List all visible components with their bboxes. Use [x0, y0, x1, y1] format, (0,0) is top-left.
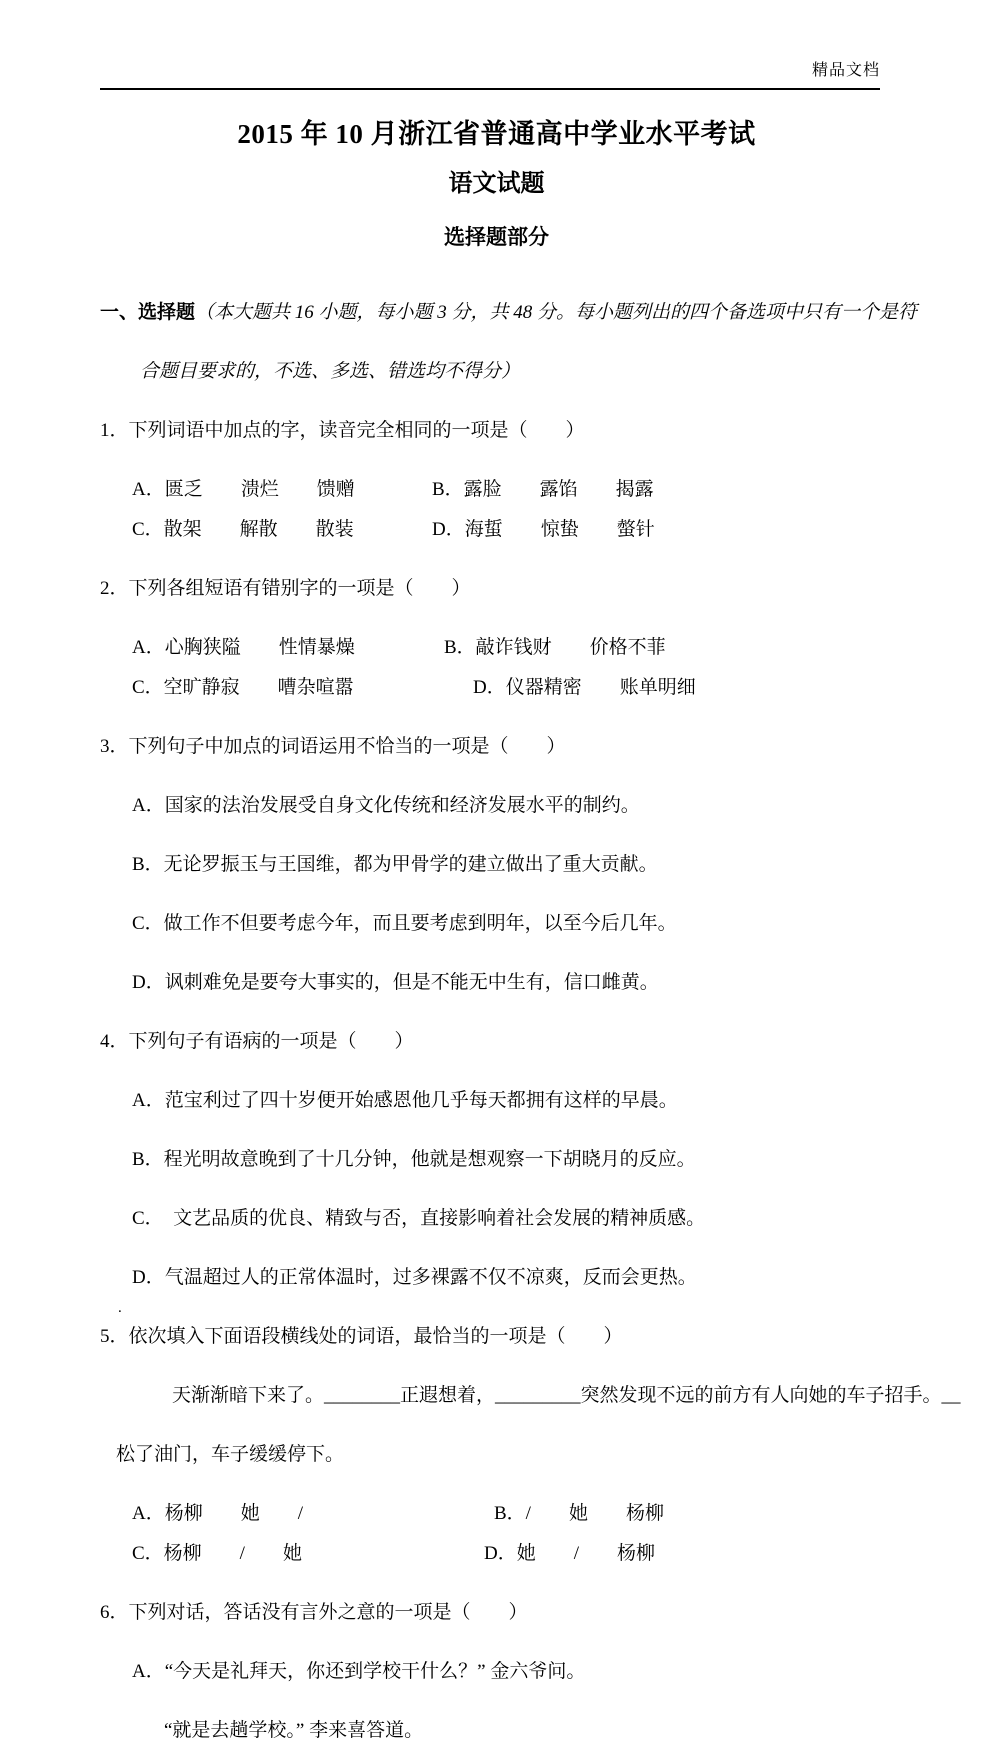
question-5 [100, 1317, 961, 1574]
question-5-passage-line-2: 松了油门，车子缓缓停下。 [116, 1444, 345, 1465]
instructions-text-1: （本大题共 16 小题，每小题 3 分，共 48 分。每小题列出的四个备选项中只有一个是符 [195, 302, 918, 323]
question-4-option-c: C． 文艺品质的优良、精致与否，直接影响着社会发展的精神质感。 [132, 1208, 706, 1229]
question-3-option-b: B．无论罗振玉与王国维，都为甲骨学的建立做出了重大贡献。 [132, 854, 658, 875]
question-1-option-d: D．海蜇 惊蛰 螫针 [432, 519, 655, 540]
question-1 [100, 411, 893, 550]
question-2 [100, 569, 893, 708]
question-5-option-a: A．杨柳 她 / [132, 1503, 304, 1524]
question-5-option-d: D．她 / 杨柳 [484, 1543, 656, 1564]
question-2-option-a: A．心胸狭隘 性情暴燥 [132, 637, 355, 658]
question-1-options-row-1 [100, 470, 893, 510]
question-5-options-row-1 [100, 1494, 893, 1534]
header-divider [100, 88, 880, 90]
exam-subject: 语文试题 [448, 171, 545, 197]
question-1-option-c: C．散架 解散 散装 [132, 519, 354, 540]
question-2-option-c: C．空旷静寂 嘈杂喧嚣 [132, 677, 354, 698]
question-3 [100, 727, 893, 1003]
question-4-option-a: A．范宝利过了四十岁便开始感恩他几乎每天都拥有这样的早晨。 [132, 1090, 678, 1111]
question-5-stem: 5．依次填入下面语段横线处的词语，最恰当的一项是（ ） [100, 1326, 623, 1347]
section-instructions [100, 293, 918, 392]
question-1-options-row-2 [100, 510, 893, 550]
question-3-option-a: A．国家的法治发展受自身文化传统和经济发展水平的制约。 [132, 795, 640, 816]
question-6-stem: 6．下列对话，答话没有言外之意的一项是（ ） [100, 1602, 528, 1623]
question-3-option-d: D．讽刺难免是要夸大事实的，但是不能无中生有，信口雌黄。 [132, 972, 659, 993]
question-2-options-row-2 [100, 668, 893, 708]
stray-period-mark: . [118, 1300, 122, 1316]
instructions-lead: 一、选择题 [100, 302, 196, 323]
question-3-stem: 3．下列句子中加点的词语运用不恰当的一项是（ ） [100, 736, 566, 757]
exam-body [0, 254, 993, 1751]
instructions-text-2: 合题目要求的，不选、多选、错选均不得分） [140, 361, 521, 382]
exam-title: 2015 年 10 月浙江省普通高中学业水平考试 [237, 119, 756, 149]
question-4-option-d: D．气温超过人的正常体温时，过多裸露不仅不凉爽，反而会更热。 [132, 1267, 697, 1288]
question-4-stem: 4．下列句子有语病的一项是（ ） [100, 1031, 414, 1052]
watermark-label: 精品文档 [811, 62, 880, 79]
instructions-line-1 [100, 293, 918, 333]
question-6-option-a-line-1: A．“今天是礼拜天，你还到学校干什么？” 金六爷问。 [132, 1661, 586, 1682]
question-2-options-row-1 [100, 628, 893, 668]
page-header [0, 0, 993, 82]
question-5-passage-line-1: 天渐渐暗下来了。________正遐想着，_________突然发现不远的前方有人向她的车子招手。__ [172, 1385, 961, 1406]
question-4-option-b: B．程光明故意晚到了十几分钟，他就是想观察一下胡晓月的反应。 [132, 1149, 696, 1170]
question-4 [100, 1022, 893, 1298]
question-3-option-c: C．做工作不但要考虑今年，而且要考虑到明年，以至今后几年。 [132, 913, 677, 934]
question-1-option-b: B．露脸 露馅 揭露 [432, 479, 654, 500]
question-1-option-a: A．匮乏 溃烂 馈赠 [132, 479, 355, 500]
question-2-stem: 2．下列各组短语有错别字的一项是（ ） [100, 578, 471, 599]
question-6 [100, 1593, 893, 1751]
question-1-stem: 1．下列词语中加点的字，读音完全相同的一项是（ ） [100, 420, 585, 441]
question-2-option-b: B．敲诈钱财 价格不菲 [444, 637, 666, 658]
question-5-options-row-2 [100, 1534, 893, 1574]
section-heading: 选择题部分 [444, 225, 549, 249]
instructions-line-2 [100, 352, 893, 392]
question-5-option-b: B．/ 她 杨柳 [494, 1503, 664, 1524]
question-5-option-c: C．杨柳 / 她 [132, 1543, 302, 1564]
question-6-option-a-line-2: “就是去趟学校。” 李来喜答道。 [164, 1720, 424, 1741]
question-2-option-d: D．仪器精密 账单明细 [473, 677, 696, 698]
